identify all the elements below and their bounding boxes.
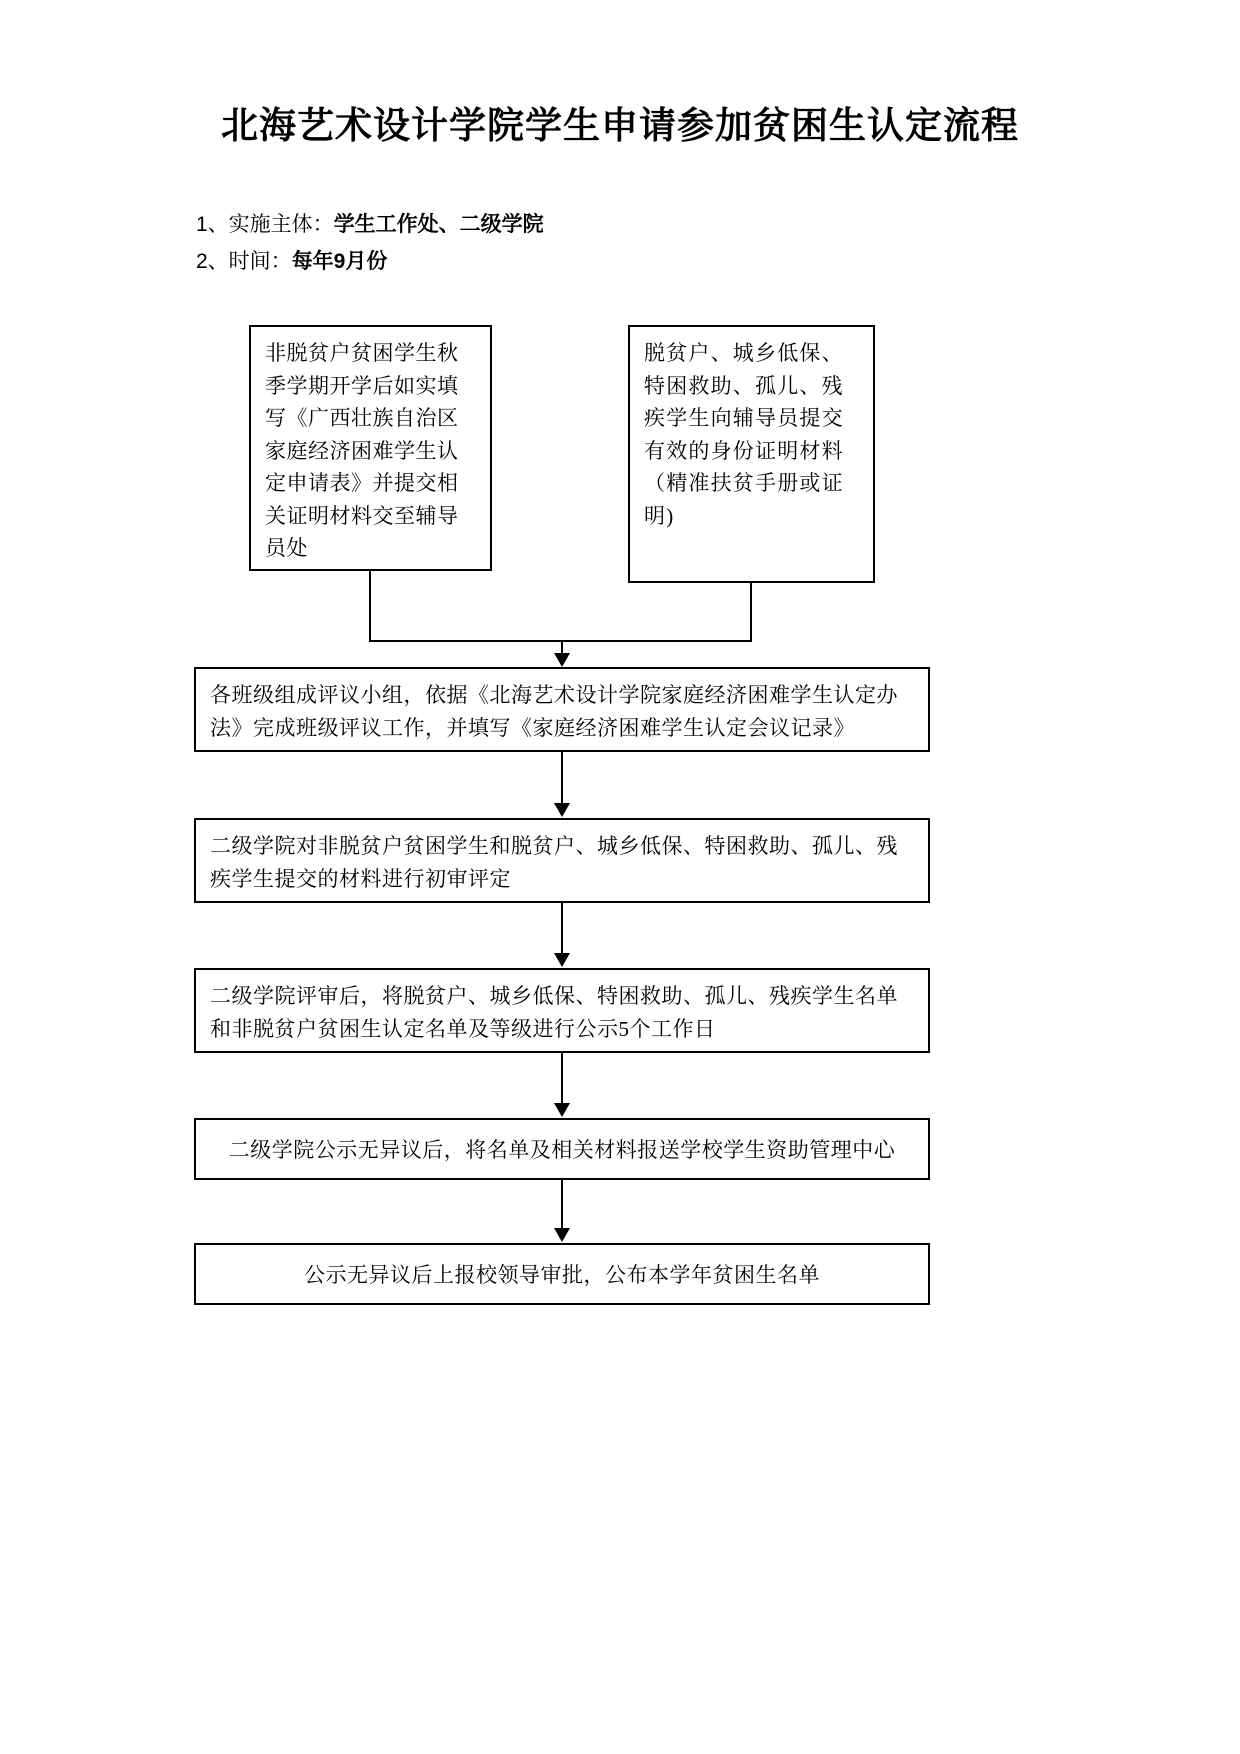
page-title: 北海艺术设计学院学生申请参加贫困生认定流程 — [221, 105, 1019, 146]
arrow-step2-to-step3 — [554, 953, 570, 967]
connector-merge-to-step1 — [561, 640, 563, 654]
flow-node-step-1 — [194, 667, 930, 752]
meta-value-2: 每年9月份 — [291, 250, 388, 273]
connector-step4-to-step5 — [561, 1180, 563, 1229]
flow-node-step-1-text: 各班级组成评议小组，依据《北海艺术设计学院家庭经济困难学生认定办法》完成班级评议工作，并填写《家庭经济困难学生认定会议记录》 — [210, 683, 898, 740]
meta-label-2: 2、时间： — [196, 250, 292, 273]
flow-node-step-2 — [194, 818, 930, 903]
flow-node-step-2-text: 二级学院对非脱贫户贫困学生和脱贫户、城乡低保、特困救助、孤儿、残疾学生提交的材料进行初审评定 — [210, 834, 898, 891]
flow-node-step-4-text: 二级学院公示无异议后，将名单及相关材料报送学校学生资助管理中心 — [228, 1138, 896, 1162]
flow-node-step-3-text: 二级学院评审后，将脱贫户、城乡低保、特困救助、孤儿、残疾学生名单和非脱贫户贫困生认定名单及等级进行公示5个工作日 — [210, 984, 898, 1041]
flow-node-step-5-text: 公示无异议后上报校领导审批，公布本学年贫困生名单 — [304, 1263, 820, 1287]
flow-node-step-4 — [194, 1118, 930, 1180]
flow-node-step-3 — [194, 968, 930, 1053]
connector-top-left-down — [369, 571, 371, 641]
meta-line-time — [196, 245, 387, 275]
connector-top-right-down — [750, 583, 752, 641]
arrow-merge-to-step1 — [554, 653, 570, 667]
flow-node-step-5 — [194, 1243, 930, 1305]
flow-node-top-right-text: 脱贫户、城乡低保、特困救助、孤儿、残疾学生向辅导员提交有效的身份证明材料（精准扶贫手册或证明) — [644, 341, 844, 528]
flow-node-top-left — [249, 325, 492, 571]
flow-node-top-right — [628, 325, 875, 583]
meta-label-1: 1、实施主体： — [196, 213, 334, 236]
connector-step1-to-step2 — [561, 752, 563, 804]
connector-step2-to-step3 — [561, 903, 563, 954]
arrow-step4-to-step5 — [554, 1228, 570, 1242]
flow-node-top-left-text: 非脱贫户贫困学生秋季学期开学后如实填写《广西壮族自治区家庭经济困难学生认定申请表》并提交相关证明材料交至辅导员处 — [265, 341, 459, 561]
meta-value-1: 学生工作处、二级学院 — [333, 213, 544, 236]
arrow-step1-to-step2 — [554, 803, 570, 817]
connector-step3-to-step4 — [561, 1053, 563, 1104]
arrow-step3-to-step4 — [554, 1103, 570, 1117]
meta-line-implementing-body — [196, 208, 544, 238]
